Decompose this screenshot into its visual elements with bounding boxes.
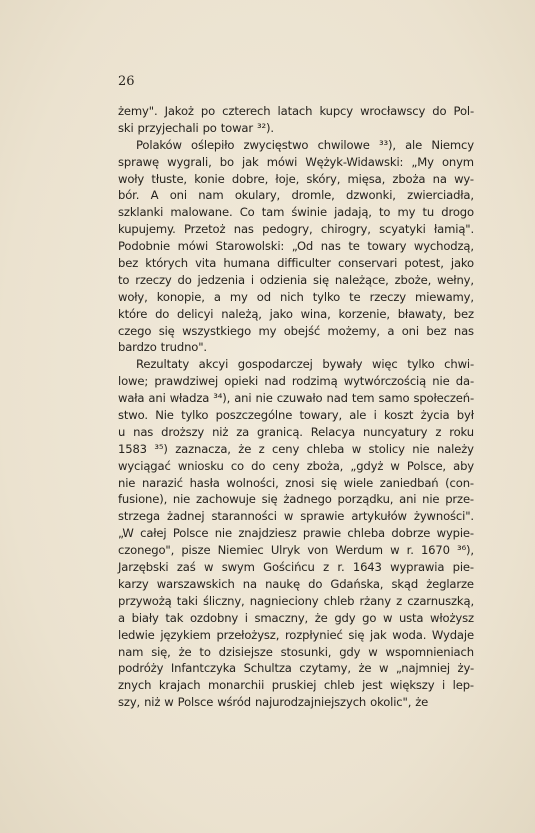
- text-line: to rzeczy do jedzenia i odzienia się należące, zboże, wełny,: [118, 272, 474, 287]
- text-line: wyciągać wniosku co do ceny zboża, „gdyż w Polsce, aby: [118, 458, 474, 473]
- text-line: bardzo trudno".: [118, 340, 207, 355]
- text-line: szklanki malowane. Co tam świnie jadają, to my tu drogo: [118, 205, 474, 220]
- text-line: woły, konopie, a my od nich tylko te rzeczy miewamy,: [118, 289, 474, 304]
- text-line: woły tłuste, konie dobre, łoje, skóry, mięsa, zboża na wy-: [118, 171, 474, 186]
- text-line: żemy". Jakoż po czterech latach kupcy wrocławscy do Pol-: [118, 104, 474, 118]
- text-line: Rezultaty akcyi gospodarczej bywały więc tylko chwi-: [136, 357, 474, 372]
- text-line: podróży Infantczyka Schultza czytamy, że w „najmniej ży-: [118, 661, 474, 676]
- text-line: karzy warszawskich na naukę do Gdańska, skąd żeglarze: [118, 576, 474, 591]
- text-line: szy, niż w Polsce wśród najurodzajniejszych okolic", że: [118, 695, 429, 710]
- text-line: fusione), nie zachowuje się żadnego porządku, ani nie prze-: [118, 492, 474, 507]
- text-line: ledwie językiem przełożysz, rozpłynieć się jak woda. Wydaje: [118, 627, 474, 642]
- text-line: 1583 ³⁵) zaznacza, że z ceny chleba w stolicy nie należy: [118, 441, 474, 456]
- text-line: czego się wszystkiego my obejść możemy, a oni bez nas: [118, 323, 474, 338]
- text-line: a biały tak ozdobny i smaczny, że gdy go w usta włożysz: [118, 610, 474, 625]
- text-line: ski przyjechali po towar ³²).: [118, 120, 274, 135]
- text-line: kupujemy. Przetoż nas pedogry, chirogry, scyatyki łamią".: [118, 222, 474, 237]
- text-line: czonego", pisze Niemiec Ulryk von Werdum w r. 1670 ³⁶),: [118, 543, 474, 558]
- body-text: [118, 103, 474, 711]
- text-line: u nas droższy niż za granicą. Relacya nuncyatury z roku: [118, 424, 474, 439]
- text-line: bór. A oni nam okulary, dromle, dzwonki, zwierciadła,: [118, 188, 474, 203]
- text-line: znych krajach monarchii pruskiej chleb jest większy i lep-: [118, 678, 474, 693]
- text-line: nam się, że to dzisiejsze stosunki, gdy w wspomnieniach: [118, 644, 474, 659]
- text-line: przywożą taki śliczny, nagnieciony chleb rżany z czarnuszką,: [118, 593, 474, 608]
- text-line: lowe; prawdziwej opieki nad rodzimą wytwórczością nie da-: [118, 374, 474, 389]
- text-line: „W całej Polsce nie znajdziesz prawie chleba dobrze wypie-: [118, 526, 474, 541]
- text-line: które do delicyi należą, jako wina, korzenie, bławaty, bez: [118, 306, 474, 321]
- text-line: sprawę wygrali, bo jak mówi Wężyk-Widawski: „My onym: [118, 154, 474, 169]
- text-line: strzega żadnej staranności w sprawie artykułów żywności".: [118, 509, 474, 524]
- text-line: bez których vita humana difficulter conservari potest, jako: [118, 256, 474, 271]
- text-line: Polaków oślepiło zwycięstwo chwilowe ³³), ale Niemcy: [136, 137, 474, 152]
- text-line: nie narazić hasła wolności, znosi się wiele zaniedbań (con-: [118, 475, 474, 490]
- text-line: wała ani władza ³⁴), ani nie czuwało nad tem samo społeczeń-: [118, 391, 474, 406]
- text-line: stwo. Nie tylko poszczególne towary, ale i koszt życia był: [118, 408, 474, 423]
- text-line: Podobnie mówi Starowolski: „Od nas te towary wychodzą,: [118, 239, 474, 254]
- text-line: Jarzębski zaś w swym Gościńcu z r. 1643 wyprawia pie-: [118, 560, 474, 575]
- page-number: 26: [118, 74, 135, 89]
